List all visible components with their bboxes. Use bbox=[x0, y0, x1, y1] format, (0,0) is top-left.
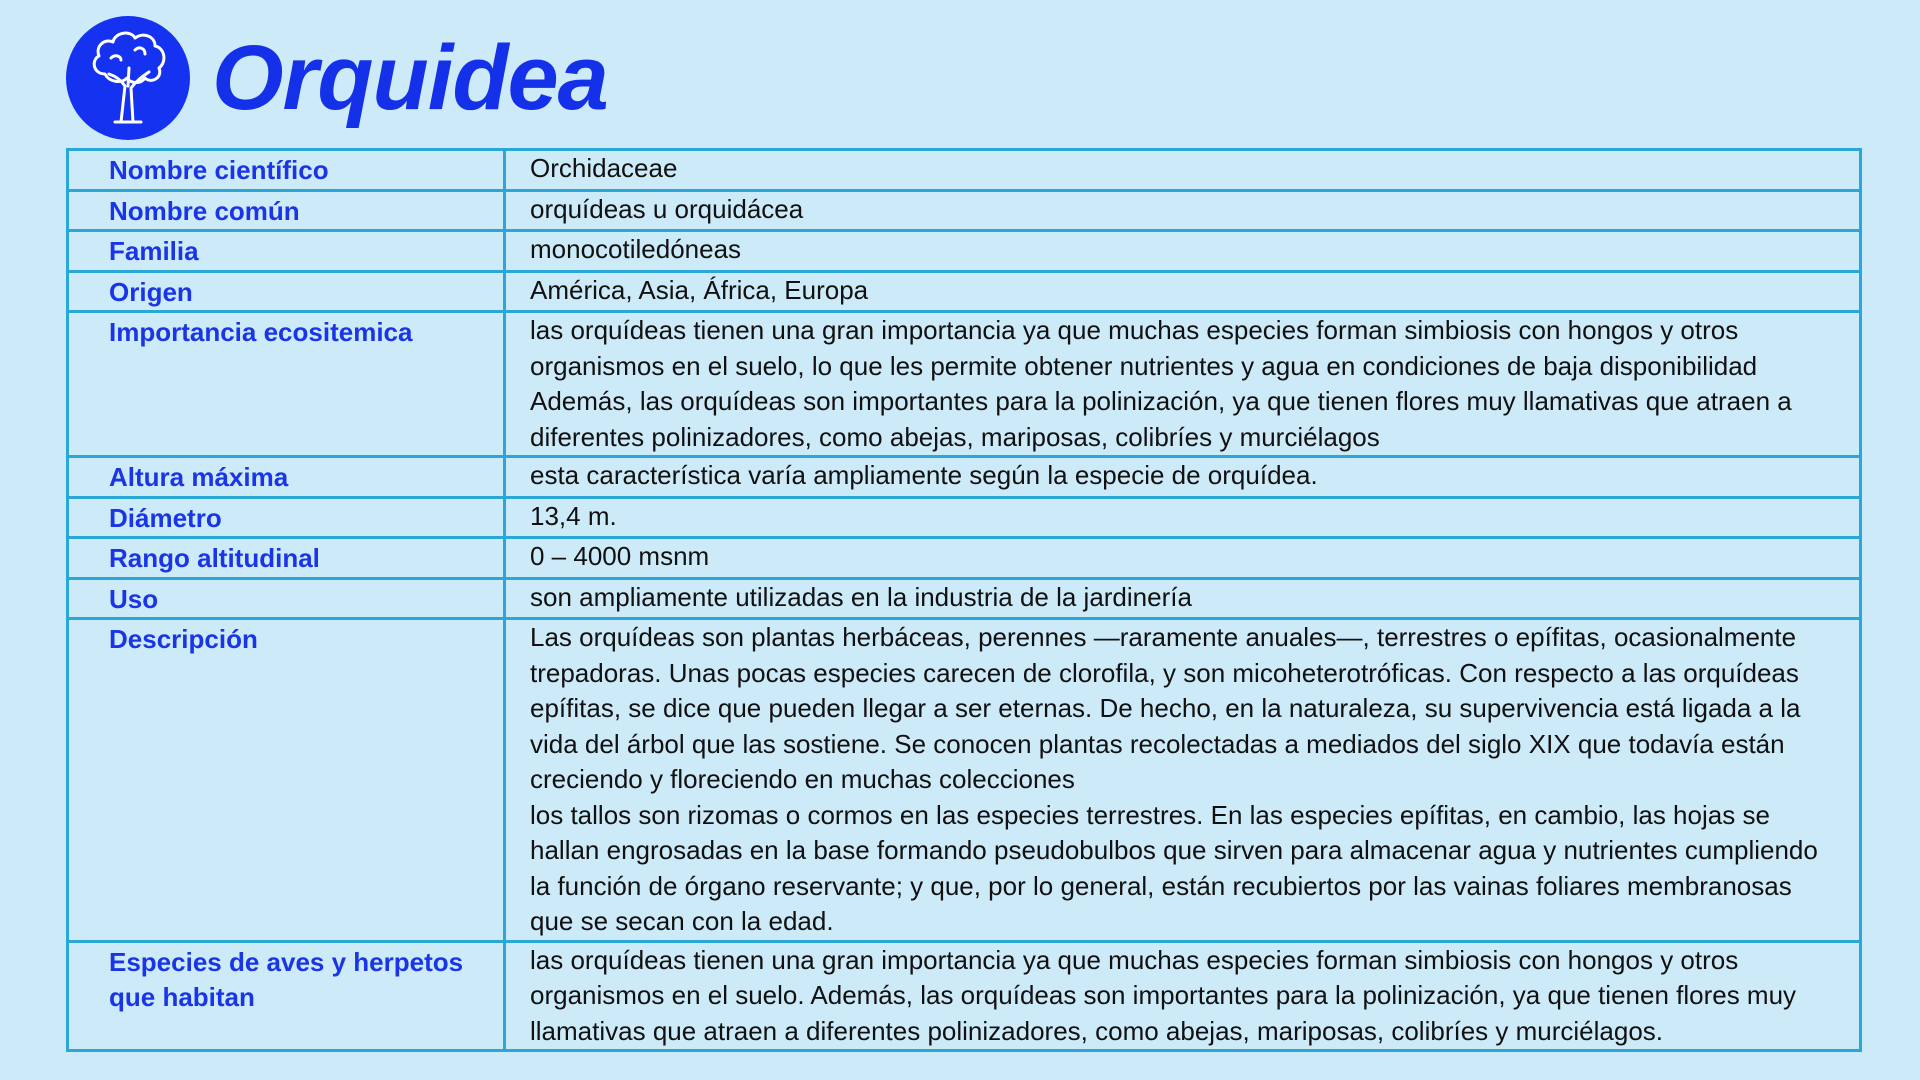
row-value bbox=[505, 190, 1861, 231]
row-label: Familia bbox=[68, 231, 505, 272]
row-value bbox=[505, 150, 1861, 191]
table-row bbox=[68, 619, 1861, 942]
value-paragraph: los tallos son rizomas o cormos en las especies terrestres. En las especies epífitas, en cambio, las hojas se hallan engrosadas en la base formando pseudobulbos que sirven para almacenar agua y nutrientes cumpliendo la función de órgano reservante; y que, por lo general, están recubiertos por las vainas foliares membranosas que se secan con la edad. bbox=[530, 799, 1818, 936]
row-label: Importancia ecositemica bbox=[68, 312, 505, 457]
page-header bbox=[66, 16, 608, 140]
row-label: Rango altitudinal bbox=[68, 538, 505, 579]
row-value bbox=[505, 271, 1861, 312]
row-label: Altura máxima bbox=[68, 457, 505, 498]
value-paragraph: 13,4 m. bbox=[530, 500, 617, 531]
info-table bbox=[66, 148, 1862, 1052]
value-paragraph: las orquídeas tienen una gran importancia ya que muchas especies forman simbiosis con hongos y otros organismos en el suelo, lo que les permite obtener nutrientes y agua en condiciones de baja disponibilidad Además, las orquídeas son importantes para la polinización, ya que tienen flores muy llamativas que atraen a diferentes polinizadores, como abejas, mariposas, colibríes y murciélagos bbox=[530, 315, 1792, 452]
page-title: Orquidea bbox=[212, 27, 608, 129]
table-row bbox=[68, 497, 1861, 538]
row-label: Uso bbox=[68, 578, 505, 619]
row-label: Origen bbox=[68, 271, 505, 312]
table-row bbox=[68, 312, 1861, 457]
value-paragraph: son ampliamente utilizadas en la industria de la jardinería bbox=[530, 581, 1192, 612]
row-value bbox=[505, 231, 1861, 272]
table-row bbox=[68, 231, 1861, 272]
value-paragraph: Las orquídeas son plantas herbáceas, perennes —raramente anuales—, terrestres o epífitas, ocasionalmente trepadoras. Unas pocas especies carecen de clorofila, y son micoheterotróficas. Con respecto a las orquídeas epífitas, se dice que pueden llegar a ser eternas. De hecho, en la naturaleza, su supervivencia está ligada a la vida del árbol que las sostiene. Se conocen plantas recolectadas a mediados del siglo XIX que todavía están creciendo y floreciendo en muchas colecciones bbox=[530, 622, 1801, 794]
value-paragraph: Orchidaceae bbox=[530, 153, 678, 183]
value-paragraph: 0 – 4000 msnm bbox=[530, 541, 710, 571]
value-paragraph: esta característica varía ampliamente según la especie de orquídea. bbox=[530, 460, 1318, 490]
value-paragraph: monocotiledóneas bbox=[530, 234, 742, 264]
row-label: Descripción bbox=[68, 619, 505, 942]
row-label: Especies de aves y herpetos que habitan bbox=[68, 941, 505, 1051]
table-row bbox=[68, 457, 1861, 498]
value-paragraph: orquídeas u orquidácea bbox=[530, 193, 804, 224]
row-value bbox=[505, 619, 1861, 942]
table-row bbox=[68, 190, 1861, 231]
row-value bbox=[505, 457, 1861, 498]
table-row bbox=[68, 538, 1861, 579]
row-label: Nombre común bbox=[68, 190, 505, 231]
table-row bbox=[68, 271, 1861, 312]
row-value bbox=[505, 538, 1861, 579]
tree-icon bbox=[66, 16, 190, 140]
table-row bbox=[68, 578, 1861, 619]
row-value bbox=[505, 497, 1861, 538]
row-value bbox=[505, 312, 1861, 457]
table-row bbox=[68, 941, 1861, 1051]
row-value bbox=[505, 578, 1861, 619]
row-label: Nombre científico bbox=[68, 150, 505, 191]
row-label: Diámetro bbox=[68, 497, 505, 538]
row-value bbox=[505, 941, 1861, 1051]
value-paragraph: las orquídeas tienen una gran importancia ya que muchas especies forman simbiosis con hongos y otros organismos en el suelo. Además, las orquídeas son importantes para la polinización, ya que tienen flores muy llamativas que atraen a diferentes polinizadores, como abejas, mariposas, colibríes y murciélagos. bbox=[530, 944, 1797, 1046]
value-paragraph: América, Asia, África, Europa bbox=[530, 274, 869, 305]
table-row bbox=[68, 150, 1861, 191]
